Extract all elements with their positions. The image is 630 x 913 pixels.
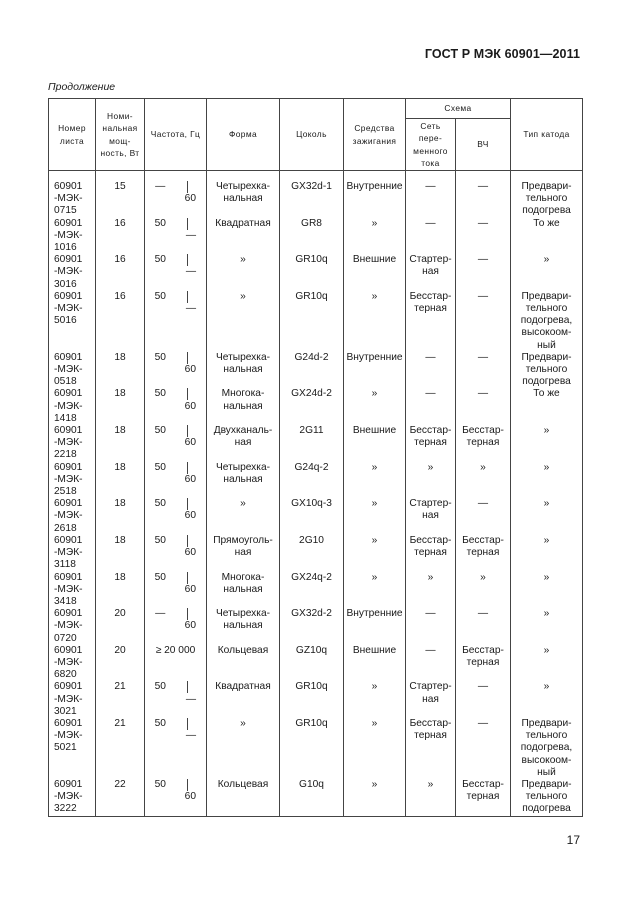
cell-frequency-a: — [145, 608, 176, 645]
cell-frequency-b: — [176, 291, 207, 352]
cell-power: 21 [96, 718, 145, 779]
cell-shape: Четырехка- нальная [207, 462, 280, 499]
cell-power: 18 [96, 425, 145, 462]
table-row [49, 535, 583, 572]
cell-ignition: » [344, 498, 406, 535]
cell-shape: Четырехка- нальная [207, 352, 280, 389]
cell-cathode-type: Предвари- тельного подогрева [511, 171, 583, 218]
cell-cathode-type: Предвари- тельного подогрева, высокоом- ный [511, 718, 583, 779]
cell-scheme-hf: — [456, 718, 511, 779]
cell-power: 22 [96, 779, 145, 816]
document-code: ГОСТ Р МЭК 60901—2011 [424, 47, 580, 61]
cell-frequency-b: 60 [176, 608, 207, 645]
cell-power: 16 [96, 254, 145, 291]
cell-scheme-hf: Бесстар- терная [456, 779, 511, 816]
cell-base: GR10q [280, 681, 344, 718]
cell-power: 16 [96, 218, 145, 255]
cell-shape: » [207, 498, 280, 535]
frequency-divider [187, 352, 188, 364]
cell-scheme-ac: » [406, 779, 456, 816]
cell-scheme-ac: — [406, 608, 456, 645]
cell-power: 18 [96, 352, 145, 389]
cell-frequency-a: 50 [145, 779, 176, 816]
cell-shape: Многока- нальная [207, 388, 280, 425]
table-row [49, 462, 583, 499]
cell-scheme-ac: — [406, 171, 456, 218]
cell-base: G10q [280, 779, 344, 816]
cell-frequency-b: 60 [176, 498, 207, 535]
cell-base: GX32d-2 [280, 608, 344, 645]
cell-scheme-ac: Стартер- ная [406, 498, 456, 535]
cell-ignition: » [344, 462, 406, 499]
cell-cathode-type: » [511, 425, 583, 462]
cell-frequency-b: 60 [176, 388, 207, 425]
cell-cathode-type: Предвари- тельного подогрева [511, 779, 583, 816]
cell-cathode-type: » [511, 535, 583, 572]
frequency-divider [187, 681, 188, 693]
cell-sheet-number: 60901 -МЭК- 1418 [49, 388, 96, 425]
frequency-divider [187, 181, 188, 193]
cell-scheme-hf: — [456, 498, 511, 535]
table-row [49, 254, 583, 291]
cell-base: 2G10 [280, 535, 344, 572]
cell-frequency-a: 50 [145, 388, 176, 425]
frequency-divider [187, 254, 188, 266]
cell-shape: Квадратная [207, 681, 280, 718]
cell-power: 21 [96, 681, 145, 718]
cell-sheet-number: 60901 -МЭК- 0720 [49, 608, 96, 645]
cell-base: GX24d-2 [280, 388, 344, 425]
cell-scheme-ac: — [406, 645, 456, 682]
cell-base: GR8 [280, 218, 344, 255]
cell-sheet-number: 60901 -МЭК- 0715 [49, 171, 96, 218]
cell-scheme-hf: — [456, 291, 511, 352]
cell-shape: Квадратная [207, 218, 280, 255]
cell-sheet-number: 60901 -МЭК- 2218 [49, 425, 96, 462]
col-header-hf: ВЧ [456, 119, 511, 171]
table-row [49, 572, 583, 609]
cell-frequency-b: 60 [176, 352, 207, 389]
cell-ignition: Внешние [344, 645, 406, 682]
frequency-divider [187, 388, 188, 400]
table-row [49, 425, 583, 462]
cell-sheet-number: 60901 -МЭК- 6820 [49, 645, 96, 682]
cell-power: 18 [96, 388, 145, 425]
frequency-divider [187, 718, 188, 730]
frequency-divider [187, 291, 188, 303]
cell-scheme-ac: Бесстар- терная [406, 291, 456, 352]
cell-ignition: Внутренние [344, 608, 406, 645]
table-row [49, 498, 583, 535]
cell-ignition: » [344, 572, 406, 609]
col-header-frequency: Частота, Гц [145, 99, 207, 171]
frequency-divider [187, 779, 188, 791]
cell-sheet-number: 60901 -МЭК- 3222 [49, 779, 96, 816]
cell-shape: Кольцевая [207, 779, 280, 816]
cell-shape: Многока- нальная [207, 572, 280, 609]
frequency-divider [187, 572, 188, 584]
cell-ignition: » [344, 681, 406, 718]
cell-frequency-b: 60 [176, 425, 207, 462]
cell-ignition: » [344, 718, 406, 779]
col-header-ignition: Средства зажигания [344, 99, 406, 171]
table-row [49, 171, 583, 218]
cell-power: 18 [96, 462, 145, 499]
cell-ignition: Внутренние [344, 352, 406, 389]
cell-frequency-a: 50 [145, 425, 176, 462]
cell-frequency-a: 50 [145, 718, 176, 779]
cell-cathode-type: То же [511, 218, 583, 255]
page-number: 17 [566, 833, 580, 847]
cell-shape: Кольцевая [207, 645, 280, 682]
cell-sheet-number: 60901 -МЭК- 3016 [49, 254, 96, 291]
cell-sheet-number: 60901 -МЭК- 3118 [49, 535, 96, 572]
cell-shape: Четырехка- нальная [207, 608, 280, 645]
cell-power: 20 [96, 645, 145, 682]
continuation-label: Продолжение [48, 81, 116, 93]
cell-scheme-hf: Бесстар- терная [456, 645, 511, 682]
cell-scheme-hf: — [456, 171, 511, 218]
cell-scheme-ac: — [406, 218, 456, 255]
cell-ignition: » [344, 535, 406, 572]
cell-shape: » [207, 291, 280, 352]
cell-frequency-a: 50 [145, 535, 176, 572]
cell-cathode-type: » [511, 681, 583, 718]
cell-sheet-number: 60901 -МЭК- 0518 [49, 352, 96, 389]
cell-cathode-type: » [511, 498, 583, 535]
cell-cathode-type: » [511, 462, 583, 499]
cell-ignition: Внешние [344, 254, 406, 291]
cell-power: 18 [96, 535, 145, 572]
table-row [49, 718, 583, 779]
cell-sheet-number: 60901 -МЭК- 5016 [49, 291, 96, 352]
cell-power: 18 [96, 572, 145, 609]
frequency-divider [187, 498, 188, 510]
cell-scheme-ac: — [406, 352, 456, 389]
cell-scheme-ac: Стартер- ная [406, 681, 456, 718]
cell-frequency-a: 50 [145, 498, 176, 535]
cell-ignition: » [344, 779, 406, 816]
cell-ignition: Внутренние [344, 171, 406, 218]
cell-shape: » [207, 718, 280, 779]
cell-scheme-hf: — [456, 254, 511, 291]
cell-cathode-type: » [511, 254, 583, 291]
cell-scheme-ac: » [406, 462, 456, 499]
table-row [49, 218, 583, 255]
cell-cathode-type: Предвари- тельного подогрева, высокоом- ный [511, 291, 583, 352]
cell-shape: Прямоуголь- ная [207, 535, 280, 572]
cell-frequency-a: 50 [145, 572, 176, 609]
cell-base: GZ10q [280, 645, 344, 682]
cell-power: 15 [96, 171, 145, 218]
cell-base: GX24q-2 [280, 572, 344, 609]
frequency-divider [187, 608, 188, 620]
cell-scheme-hf: — [456, 388, 511, 425]
cell-sheet-number: 60901 -МЭК- 5021 [49, 718, 96, 779]
cell-frequency-b: — [176, 218, 207, 255]
cell-power: 18 [96, 498, 145, 535]
cell-frequency-a: — [145, 171, 176, 218]
cell-scheme-hf: — [456, 352, 511, 389]
cell-base: G24q-2 [280, 462, 344, 499]
cell-frequency-b: 60 [176, 462, 207, 499]
cell-scheme-ac: » [406, 572, 456, 609]
cell-frequency-b: 60 [176, 779, 207, 816]
cell-cathode-type: » [511, 608, 583, 645]
cell-sheet-number: 60901 -МЭК- 2618 [49, 498, 96, 535]
cell-frequency-b: 60 [176, 535, 207, 572]
col-header-ac-mains: Сеть пере-менного тока [406, 119, 456, 171]
cell-scheme-hf: — [456, 608, 511, 645]
cell-scheme-hf: Бесстар- терная [456, 425, 511, 462]
cell-base: GR10q [280, 718, 344, 779]
cell-frequency-a: 50 [145, 681, 176, 718]
lamp-spec-table [48, 98, 583, 817]
cell-base: GX10q-3 [280, 498, 344, 535]
cell-sheet-number: 60901 -МЭК- 1016 [49, 218, 96, 255]
cell-cathode-type: » [511, 645, 583, 682]
cell-power: 16 [96, 291, 145, 352]
col-header-cathode: Тип катода [511, 99, 583, 171]
table-row [49, 608, 583, 645]
cell-scheme-ac: Бесстар- терная [406, 535, 456, 572]
cell-base: GR10q [280, 291, 344, 352]
cell-frequency-merged: ≥ 20 000 [145, 645, 207, 682]
cell-scheme-ac: — [406, 388, 456, 425]
cell-ignition: » [344, 218, 406, 255]
col-header-scheme: Схема [406, 99, 511, 119]
cell-ignition: » [344, 291, 406, 352]
cell-base: G24d-2 [280, 352, 344, 389]
cell-scheme-ac: Бесстар- терная [406, 425, 456, 462]
cell-base: 2G11 [280, 425, 344, 462]
cell-scheme-hf: — [456, 218, 511, 255]
cell-power: 20 [96, 608, 145, 645]
frequency-divider [187, 218, 188, 230]
cell-shape: » [207, 254, 280, 291]
cell-frequency-b: 60 [176, 572, 207, 609]
cell-frequency-b: — [176, 681, 207, 718]
table-row [49, 352, 583, 389]
frequency-divider [187, 535, 188, 547]
cell-frequency-a: 50 [145, 254, 176, 291]
cell-base: GX32d-1 [280, 171, 344, 218]
col-header-power: Номи-нальная мощ-ность, Вт [96, 99, 145, 171]
frequency-divider [187, 425, 188, 437]
cell-sheet-number: 60901 -МЭК- 3021 [49, 681, 96, 718]
frequency-divider [187, 462, 188, 474]
cell-ignition: » [344, 388, 406, 425]
cell-frequency-a: 50 [145, 291, 176, 352]
cell-scheme-ac: Стартер- ная [406, 254, 456, 291]
cell-frequency-a: 50 [145, 352, 176, 389]
cell-scheme-hf: — [456, 681, 511, 718]
cell-scheme-hf: Бесстар- терная [456, 535, 511, 572]
cell-scheme-hf: » [456, 462, 511, 499]
cell-frequency-b: — [176, 254, 207, 291]
cell-scheme-ac: Бесстар- терная [406, 718, 456, 779]
cell-sheet-number: 60901 -МЭК- 2518 [49, 462, 96, 499]
cell-cathode-type: Предвари- тельного подогрева [511, 352, 583, 389]
cell-sheet-number: 60901 -МЭК- 3418 [49, 572, 96, 609]
table-row [49, 645, 583, 682]
cell-frequency-b: — [176, 718, 207, 779]
cell-shape: Четырехка- нальная [207, 171, 280, 218]
cell-cathode-type: » [511, 572, 583, 609]
cell-frequency-a: 50 [145, 218, 176, 255]
table-row [49, 388, 583, 425]
cell-ignition: Внешние [344, 425, 406, 462]
cell-base: GR10q [280, 254, 344, 291]
col-header-shape: Форма [207, 99, 280, 171]
col-header-base: Цоколь [280, 99, 344, 171]
col-header-sheet: Номер листа [49, 99, 96, 171]
table-row [49, 681, 583, 718]
table-row [49, 291, 583, 352]
cell-frequency-a: 50 [145, 462, 176, 499]
cell-cathode-type: То же [511, 388, 583, 425]
table-row [49, 779, 583, 816]
cell-shape: Двухканаль- ная [207, 425, 280, 462]
cell-frequency-b: 60 [176, 171, 207, 218]
cell-scheme-hf: » [456, 572, 511, 609]
